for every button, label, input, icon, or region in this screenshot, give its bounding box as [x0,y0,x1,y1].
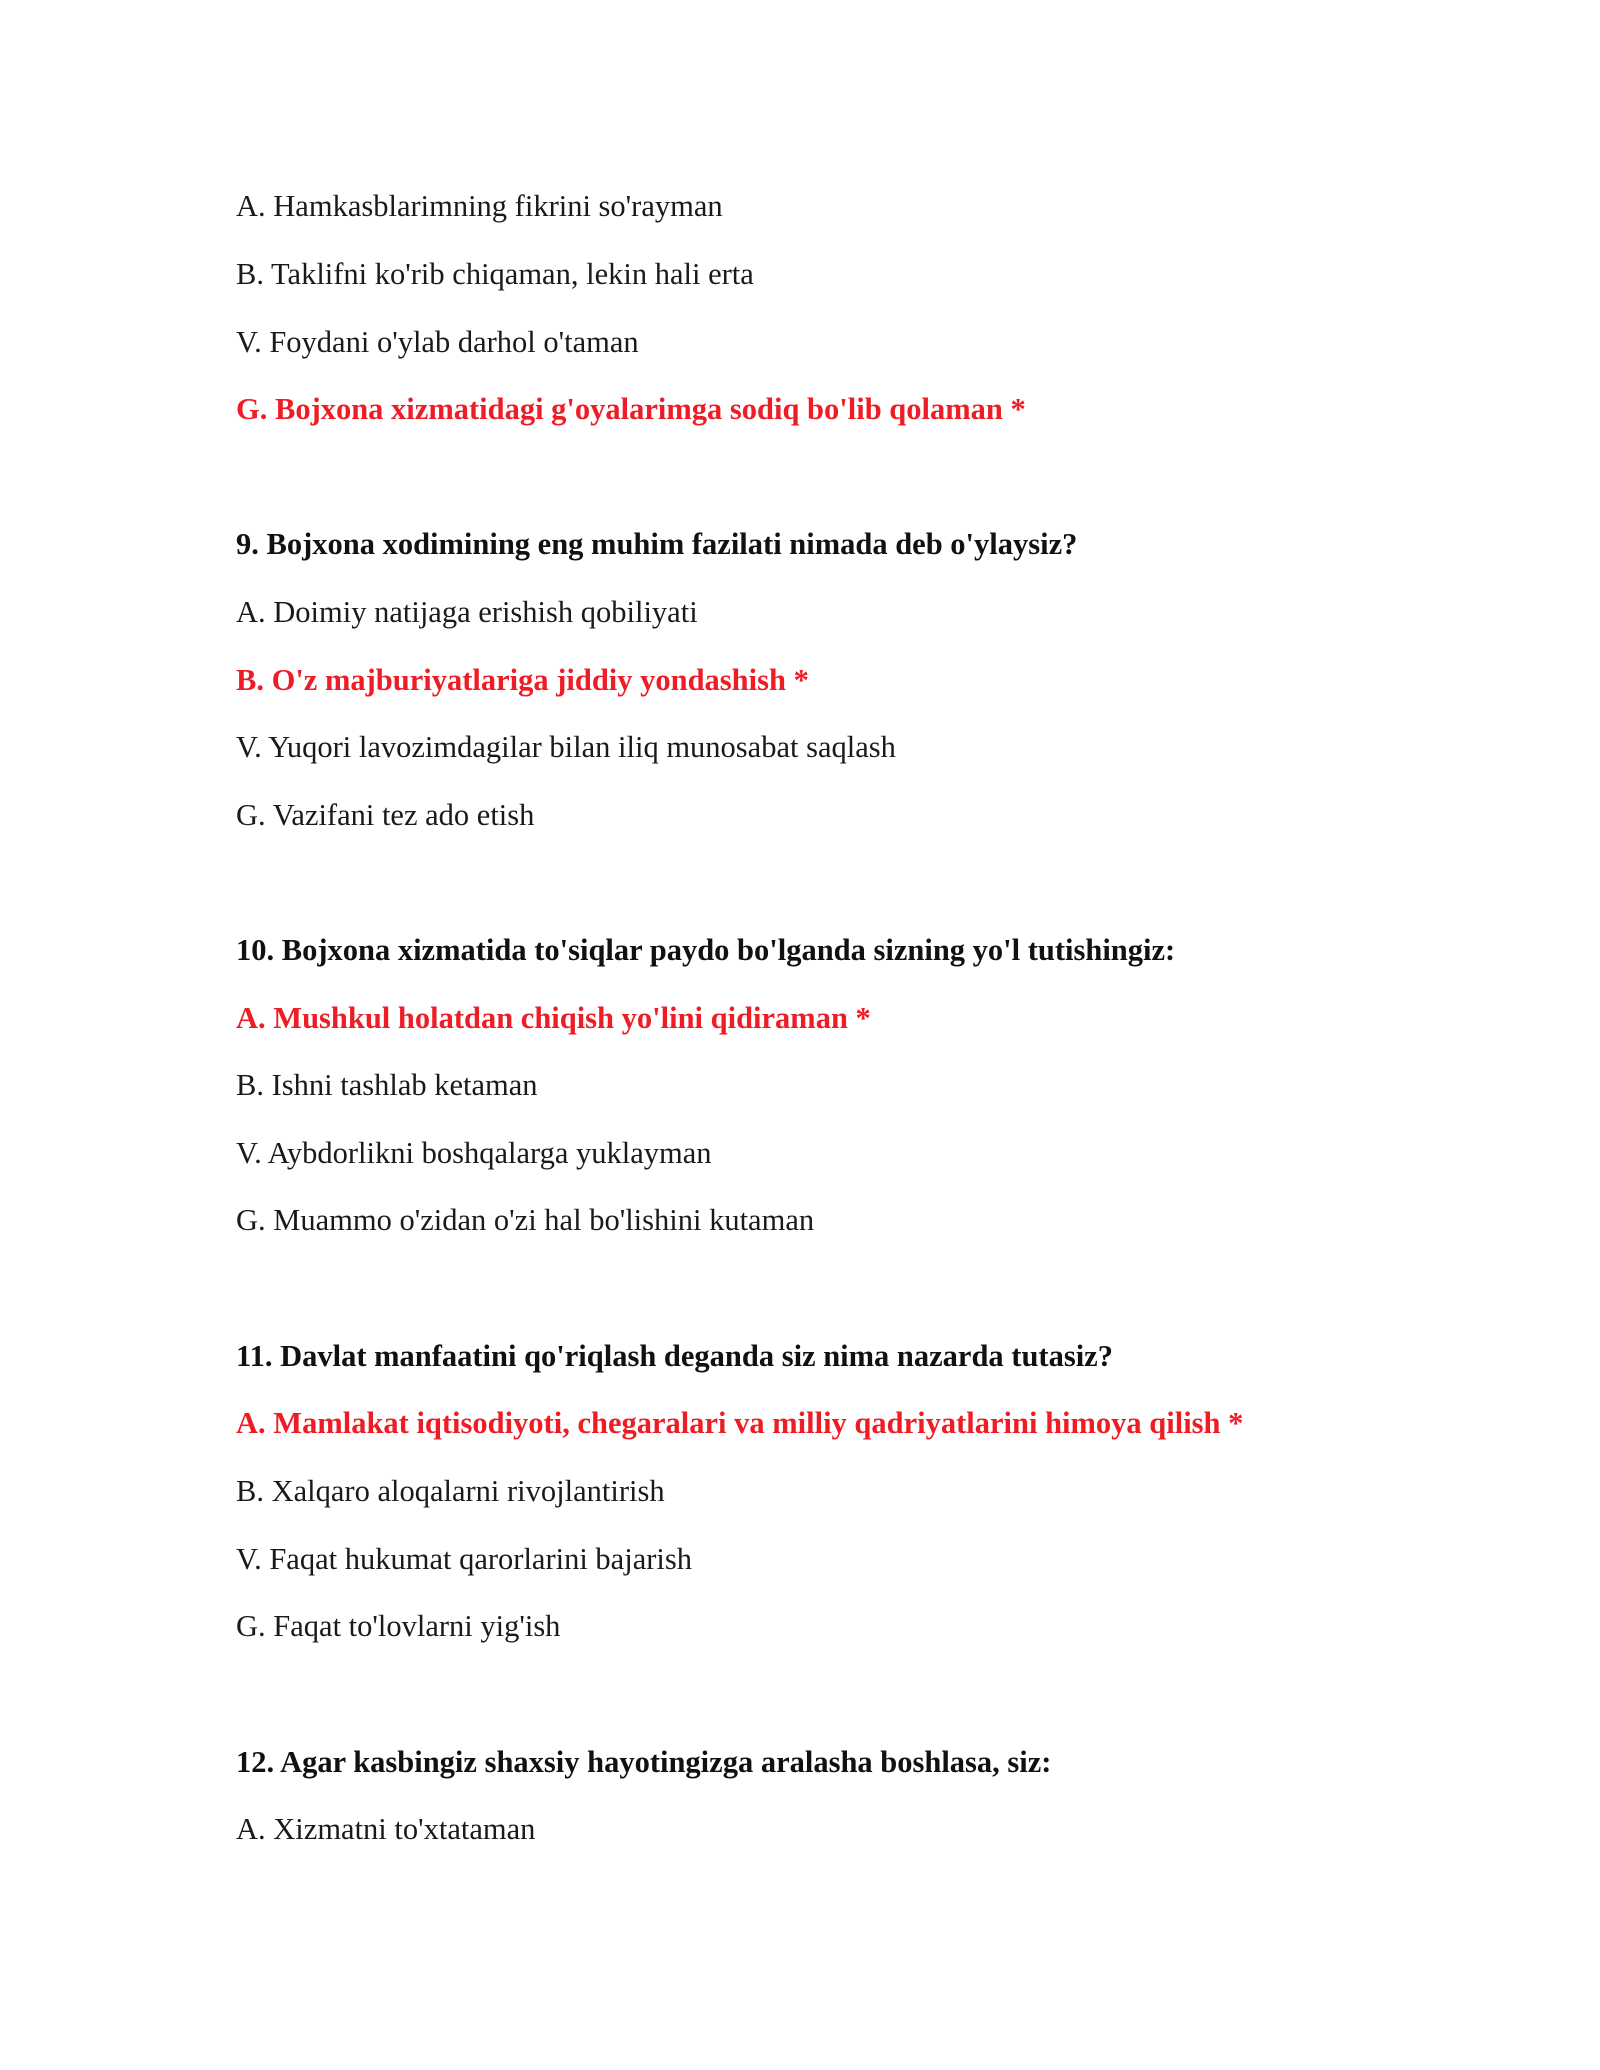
answer-option: G. Faqat to'lovlarni yig'ish [236,1609,561,1643]
question-title: 12. Agar kasbingiz shaxsiy hayotingizga aralasha boshlasa, siz: [236,1745,1052,1779]
answer-option: V. Faqat hukumat qarorlarini bajarish [236,1542,692,1576]
answer-option: A. Xizmatni to'xtataman [236,1812,536,1846]
question-title: 11. Davlat manfaatini qo'riqlash deganda siz nima nazarda tutasiz? [236,1339,1113,1373]
correct-answer-option: B. O'z majburiyatlariga jiddiy yondashish * [236,663,809,697]
answer-option: B. Taklifni ko'rib chiqaman, lekin hali erta [236,257,754,291]
correct-answer-option: A. Mushkul holatdan chiqish yo'lini qidiraman * [236,1001,871,1035]
answer-option: A. Hamkasblarimning fikrini so'rayman [236,189,723,223]
answer-option: B. Ishni tashlab ketaman [236,1068,538,1102]
answer-option: G. Vazifani tez ado etish [236,798,535,832]
answer-option: B. Xalqaro aloqalarni rivojlantirish [236,1474,665,1508]
answer-option: A. Doimiy natijaga erishish qobiliyati [236,595,698,629]
question-title: 10. Bojxona xizmatida to'siqlar paydo bo'lganda sizning yo'l tutishingiz: [236,933,1176,967]
answer-option: V. Yuqori lavozimdagilar bilan iliq munosabat saqlash [236,730,896,764]
answer-option: G. Muammo o'zidan o'zi hal bo'lishini kutaman [236,1203,815,1237]
correct-answer-option: A. Mamlakat iqtisodiyoti, chegaralari va milliy qadriyatlarini himoya qilish * [236,1406,1244,1440]
correct-answer-option: G. Bojxona xizmatidagi g'oyalarimga sodiq bo'lib qolaman * [236,392,1026,426]
question-title: 9. Bojxona xodimining eng muhim fazilati nimada deb o'ylaysiz? [236,527,1078,561]
answer-option: V. Foydani o'ylab darhol o'taman [236,325,639,359]
answer-option: V. Aybdorlikni boshqalarga yuklayman [236,1136,712,1170]
